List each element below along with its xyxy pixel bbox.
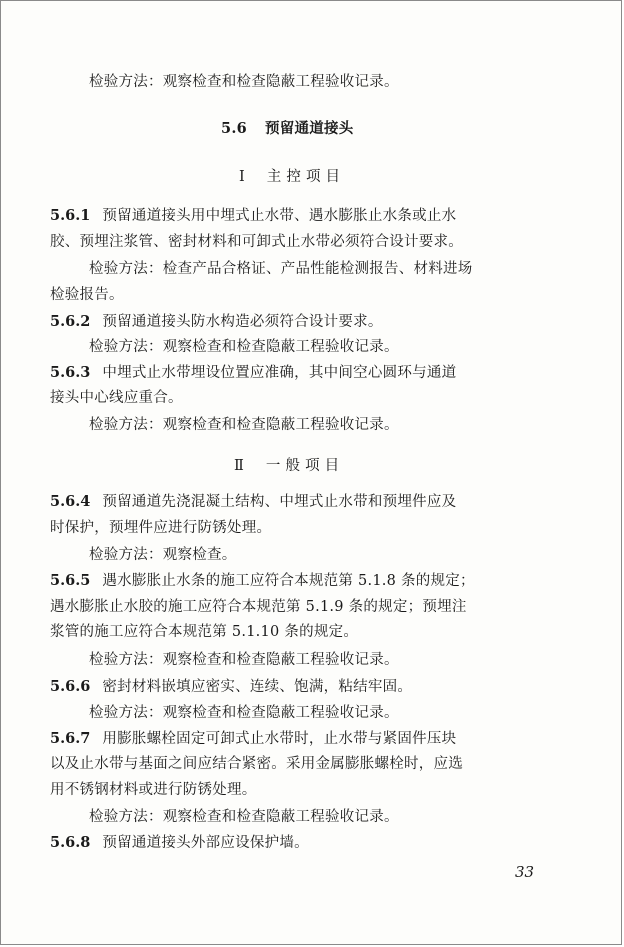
clause-5-6-3-cont: 接头中心线应重合。: [50, 390, 183, 406]
clause-5-6-8: 5.6.8 预留通道接头外部应设保护墙。: [50, 834, 309, 851]
inspection-method-line: 检验方法：检查产品合格证、产品性能检测报告、材料进场: [89, 261, 473, 277]
inspection-method-cont: 检验报告。: [50, 287, 124, 303]
clause-5-6-7-cont: 用不锈钢材料或进行防锈处理。: [50, 782, 257, 798]
clause-5-6-4-cont: 时保护，预埋件应进行防锈处理。: [50, 520, 272, 536]
inspection-method-line: 检验方法：观察检查和检查隐蔽工程验收记录。: [89, 809, 399, 825]
inspection-method-line: 检验方法：观察检查和检查隐蔽工程验收记录。: [89, 705, 399, 721]
inspection-method-line: 检验方法：观察检查和检查隐蔽工程验收记录。: [89, 74, 399, 90]
subsection-heading-main-items: Ⅰ 主 控 项 目: [239, 169, 341, 185]
section-heading: 5.6 预留通道接头: [221, 120, 354, 137]
inspection-method-line: 检验方法：观察检查和检查隐蔽工程验收记录。: [89, 417, 399, 433]
clause-5-6-5: 5.6.5 遇水膨胀止水条的施工应符合本规范第 5.1.8 条的规定；: [50, 572, 475, 589]
inspection-method-line: 检验方法：观察检查。: [89, 547, 237, 563]
clause-5-6-1: 5.6.1 预留通道接头用中埋式止水带、遇水膨胀止水条或止水: [50, 207, 457, 224]
clause-5-6-7: 5.6.7 用膨胀螺栓固定可卸式止水带时，止水带与紧固件压块: [50, 730, 457, 747]
clause-5-6-5-cont: 浆管的施工应符合本规范第 5.1.10 条的规定。: [50, 624, 359, 640]
clause-5-6-2: 5.6.2 预留通道接头防水构造必须符合设计要求。: [50, 313, 383, 330]
clause-5-6-6: 5.6.6 密封材料嵌填应密实、连续、饱满，粘结牢固。: [50, 678, 413, 695]
clause-5-6-4: 5.6.4 预留通道先浇混凝土结构、中埋式止水带和预埋件应及: [50, 493, 457, 510]
clause-5-6-1-cont: 胶、预埋注浆管、密封材料和可卸式止水带必须符合设计要求。: [50, 234, 463, 250]
clause-5-6-3: 5.6.3 中埋式止水带埋设位置应准确，其中间空心圆环与通道: [50, 364, 457, 381]
clause-5-6-7-cont: 以及止水带与基面之间应结合紧密。采用金属膨胀螺栓时，应选: [50, 756, 463, 772]
page-number: 33: [515, 863, 535, 881]
inspection-method-line: 检验方法：观察检查和检查隐蔽工程验收记录。: [89, 339, 399, 355]
inspection-method-line: 检验方法：观察检查和检查隐蔽工程验收记录。: [89, 652, 399, 668]
subsection-heading-general-items: Ⅱ 一 般 项 目: [234, 458, 340, 474]
clause-5-6-5-cont: 遇水膨胀止水胶的施工应符合本规范第 5.1.9 条的规定；预埋注: [50, 599, 467, 615]
